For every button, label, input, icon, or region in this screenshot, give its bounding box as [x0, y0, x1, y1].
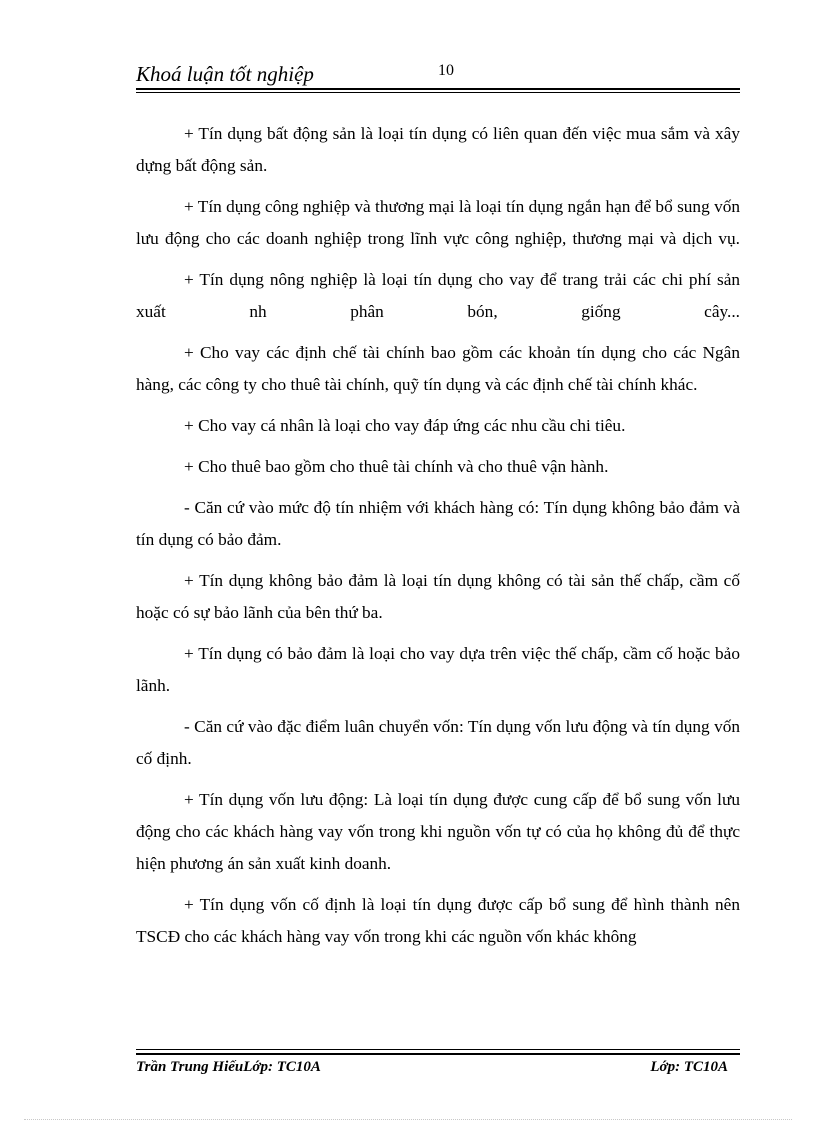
footer-class: Lớp: TC10A	[650, 1059, 728, 1075]
document-title: Khoá luận tốt nghiệp	[136, 62, 314, 86]
footer-author: Trần Trung HiếuLớp: TC10A	[136, 1059, 321, 1075]
page-footer	[136, 1049, 740, 1079]
paragraph-leasing: + Cho thuê bao gồm cho thuê tài chính và cho thuê vận hành.	[184, 457, 609, 476]
paragraph-unsecured-credit: + Tín dụng không bảo đảm là loại tín dụng không có tài sản thế chấp, cầm cố hoặc có sự bảo lãnh của bên thứ ba.	[136, 571, 740, 622]
paragraph-capital-circulation-classification: - Căn cứ vào đặc điểm luân chuyển vốn: Tín dụng vốn lưu động và tín dụng vốn cố định.	[136, 717, 740, 768]
paragraph-personal-loans: + Cho vay cá nhân là loại cho vay đáp ứng các nhu cầu chi tiêu.	[184, 416, 626, 435]
paragraph-industrial-commercial-credit: + Tín dụng công nghiệp và thương mại là loại tín dụng ngắn hạn để bổ sung vốn lưu động cho các doanh nghiệp trong lĩnh vực công nghiệp, thương mại và dịch vụ.	[136, 197, 740, 248]
page-edge-line	[24, 1119, 792, 1120]
page-header	[136, 58, 740, 92]
header-rule-thick	[136, 88, 740, 90]
footer-rule-thick	[136, 1053, 740, 1055]
body-text	[136, 118, 740, 962]
footer-rule-thin	[136, 1049, 740, 1050]
header-rule-thin	[136, 92, 740, 93]
paragraph-fixed-capital-credit: + Tín dụng vốn cố định là loại tín dụng được cấp bổ sung để hình thành nên TSCĐ cho các khách hàng vay vốn trong khi các nguồn vốn khác không	[136, 895, 740, 946]
paragraph-financial-institution-loans: + Cho vay các định chế tài chính bao gồm các khoản tín dụng cho các Ngân hàng, các công ty cho thuê tài chính, quỹ tín dụng và các định chế tài chính khác.	[136, 343, 740, 394]
paragraph-credit-trust-classification: - Căn cứ vào mức độ tín nhiệm với khách hàng có: Tín dụng không bảo đảm và tín dụng có bảo đảm.	[136, 498, 740, 549]
paragraph-secured-credit: + Tín dụng có bảo đảm là loại cho vay dựa trên việc thế chấp, cầm cố hoặc bảo lãnh.	[136, 644, 740, 695]
page-number: 10	[438, 62, 454, 79]
paragraph-agricultural-credit: + Tín dụng nông nghiệp là loại tín dụng cho vay để trang trải các chi phí sản xuất nh phân bón, giống cây...	[136, 270, 740, 321]
paragraph-real-estate-credit: + Tín dụng bất động sản là loại tín dụng có liên quan đến việc mua sắm và xây dựng bất động sản.	[136, 124, 740, 175]
paragraph-working-capital-credit: + Tín dụng vốn lưu động: Là loại tín dụng được cung cấp để bổ sung vốn lưu động cho các khách hàng vay vốn trong khi nguồn vốn tự có của họ không đủ để thực hiện phương án sản xuất kinh doanh.	[136, 790, 740, 873]
